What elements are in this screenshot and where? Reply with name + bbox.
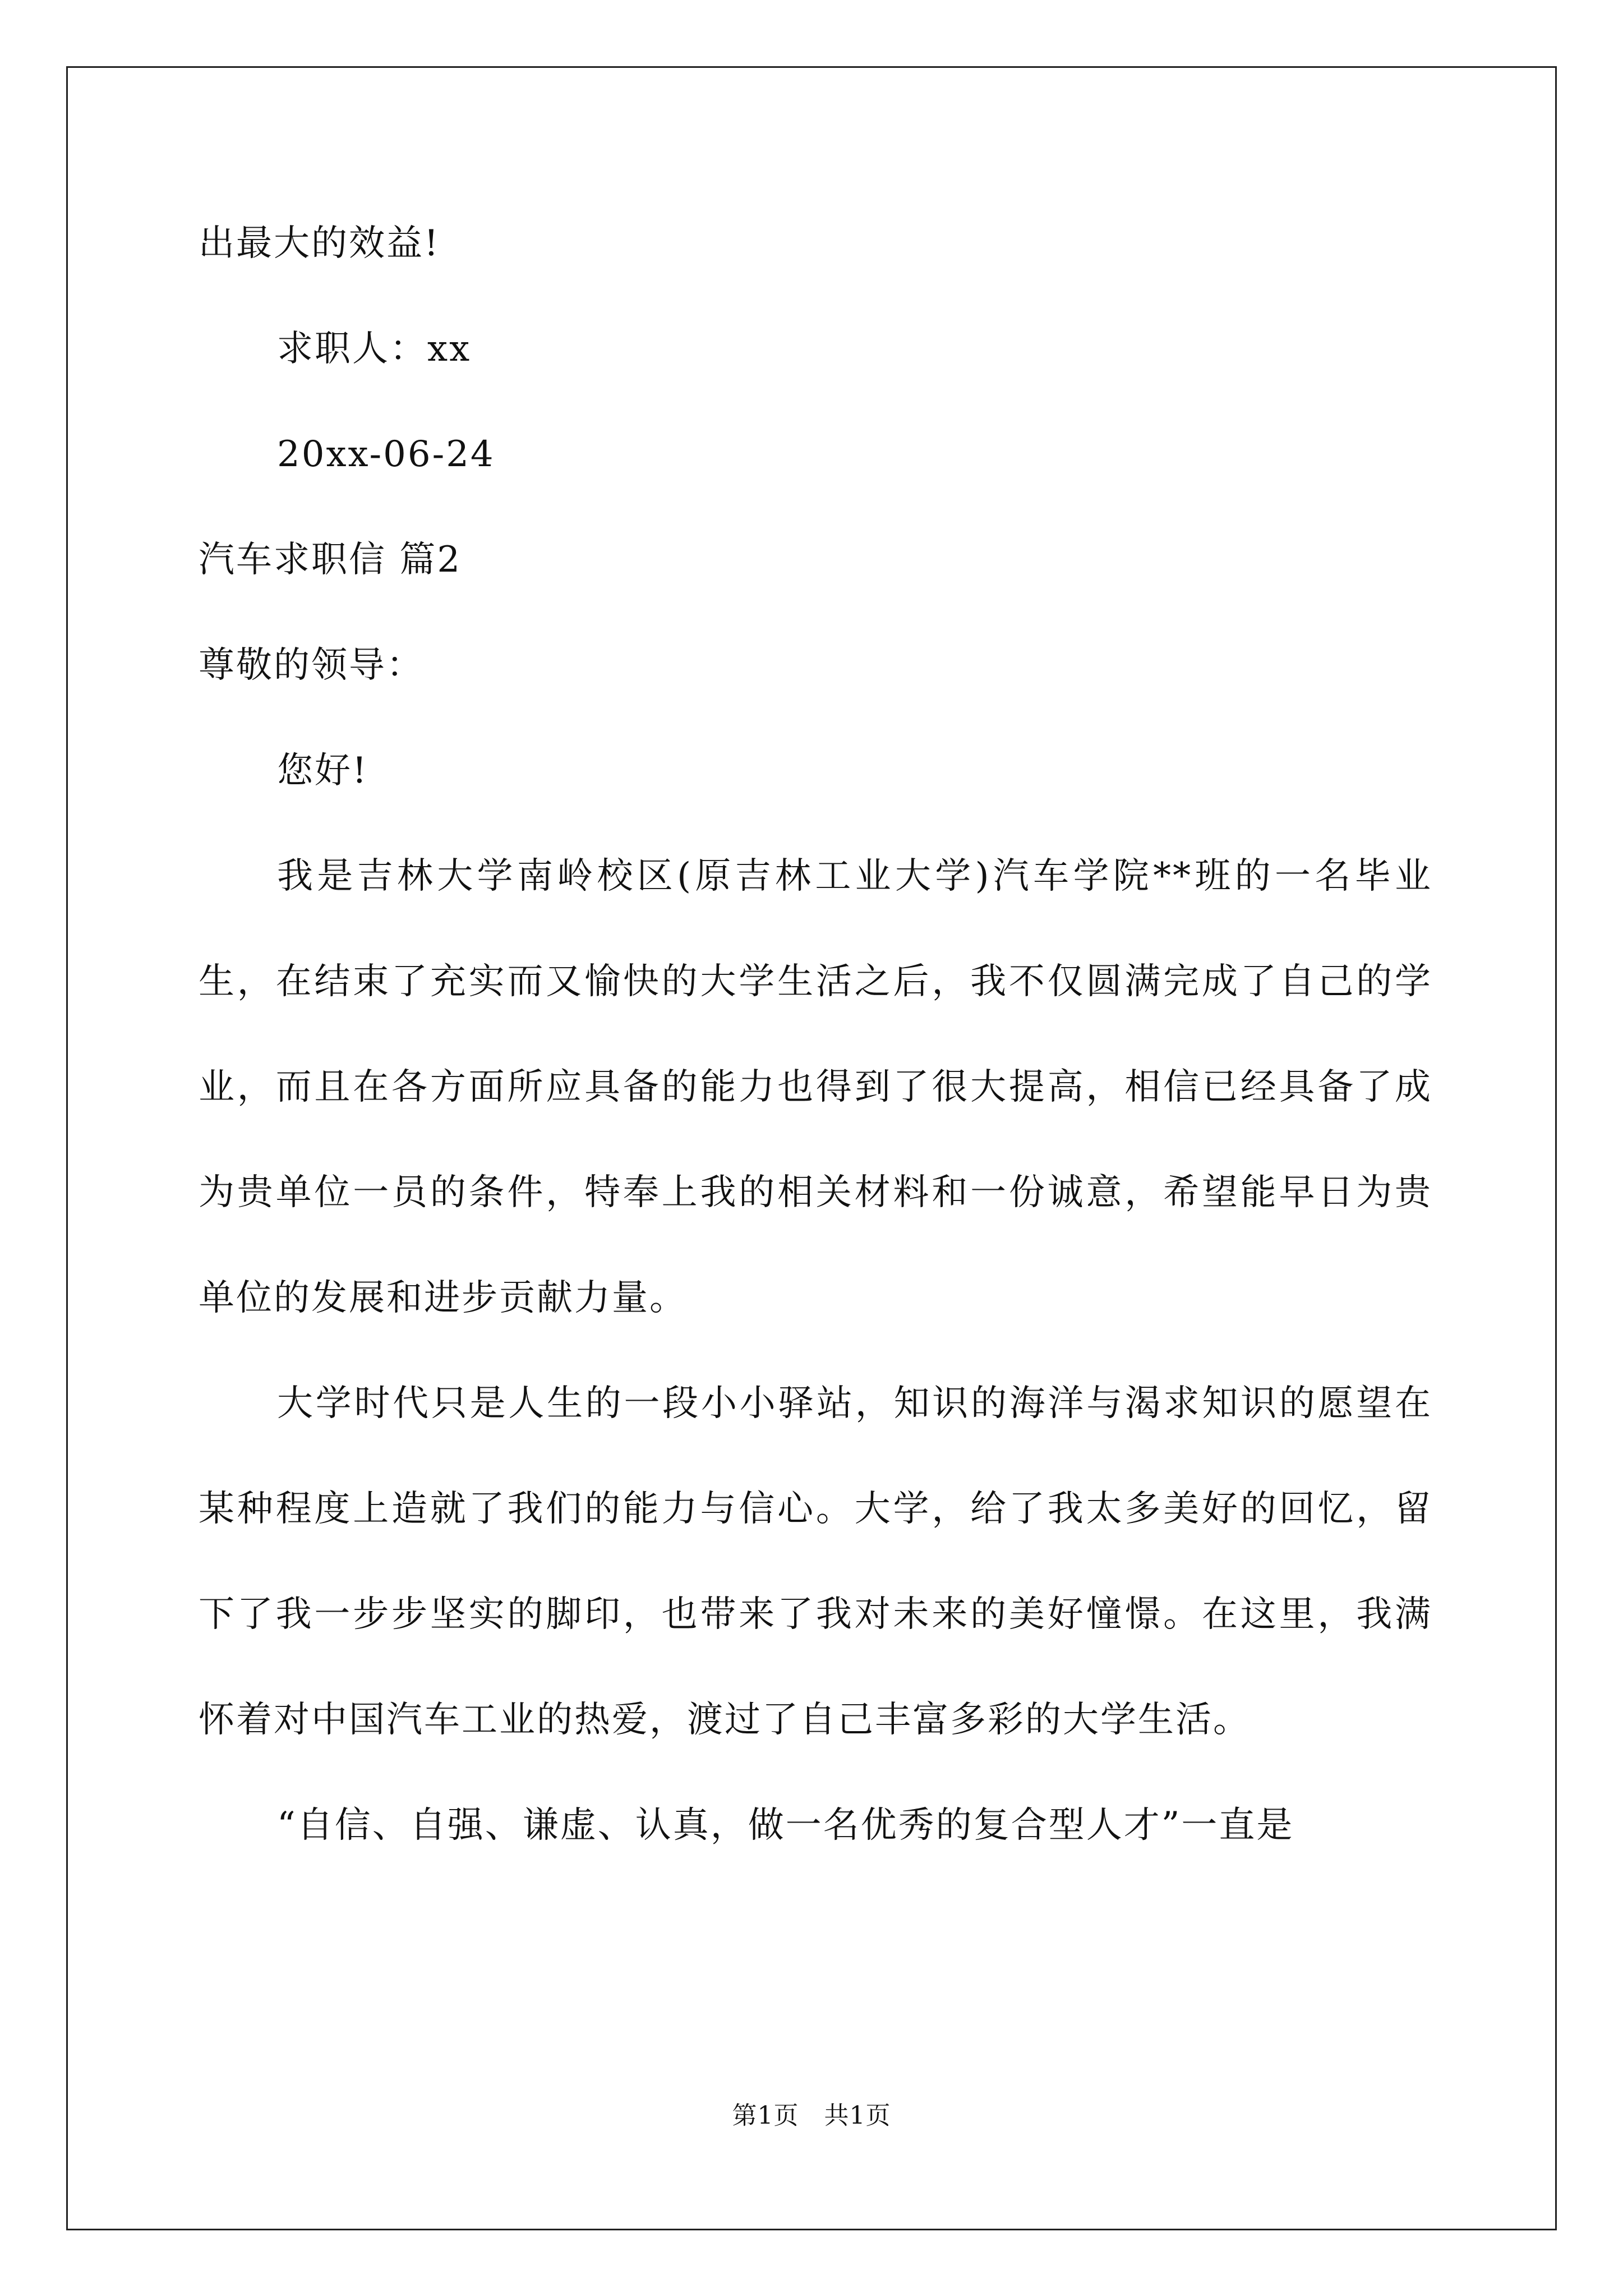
page-footer: 第1页 共1页: [732, 2101, 891, 2130]
section-heading: 汽车求职信 篇2: [199, 539, 462, 581]
paragraph-motto: “自信、自强、谦虚、认真，做一名优秀的复合型人才”一直是: [277, 1805, 1294, 1846]
paragraph-applicant: 求职人：xx: [277, 328, 472, 370]
paragraph-university-life: 大学时代只是人生的一段小小驿站，知识的海洋与渴求知识的愿望在某种程度上造就了我们的能力与信心。大学，给了我太多美好的回忆，留下了我一步步坚实的脚印，也带来了我对未来的美好憧憬。在这里，我满怀着对中国汽车工业的热爱，渡过了自己丰富多彩的大学生活。: [199, 1383, 1432, 1741]
document-body: [199, 191, 1432, 1878]
paragraph-greeting: 您好!: [277, 750, 368, 792]
paragraph-salutation: 尊敬的领导：: [199, 645, 424, 686]
paragraph-introduction: 我是吉林大学南岭校区(原吉林工业大学)汽车学院**班的一名毕业生，在结束了充实而又愉快的大学生活之后，我不仅圆满完成了自己的学业，而且在各方面所应具备的能力也得到了很大提高，相信已经具备了成为贵单位一员的条件，特奉上我的相关材料和一份诚意，希望能早日为贵单位的发展和进步贡献力量。: [199, 855, 1432, 1319]
paragraph-closing: 出最大的效益!: [199, 223, 440, 264]
paragraph-date: 20xx-06-24: [277, 434, 495, 475]
